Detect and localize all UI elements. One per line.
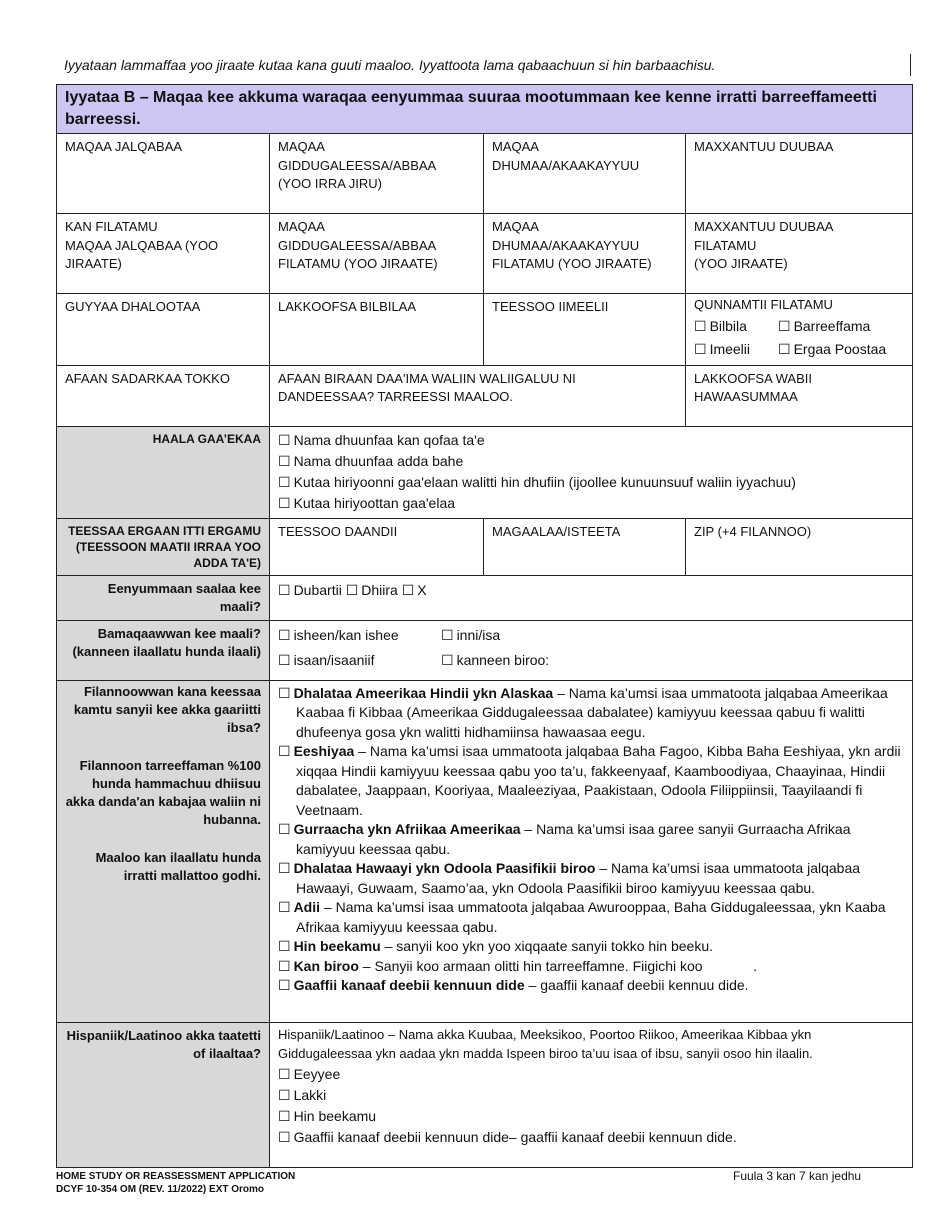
checkbox-icon: ☐ (401, 581, 415, 598)
race-option-title: Gaaffii kanaaf deebii kennuun dide (293, 977, 525, 993)
pronoun-option-they[interactable] (278, 648, 441, 673)
race-option-title: Gurraacha ykn Afriikaa Ameerikaa (293, 821, 521, 837)
pronoun-option-she[interactable] (278, 623, 441, 648)
other-language-label-1: AFAAN BIRAAN DAA'IMA WALIIN WALIIGALUU NI (278, 370, 576, 386)
race-option-other[interactable] (278, 957, 904, 977)
race-label (57, 680, 270, 1022)
city-state-label: MAGAALAA/ISTEETA (492, 523, 621, 539)
middle-name-label-1: MAQAA (278, 139, 325, 154)
contact-mail-label: Ergaa Poostaa (793, 340, 887, 357)
marital-status-options (270, 426, 913, 518)
checkbox-icon: ☐ (278, 938, 291, 954)
mailing-address-label: TEESSAA ERGAAN ITTI ERGAMU (TEESSOON MAATII IRRAA YOO ADDA TA'E) (57, 518, 270, 575)
contact-mail-checkbox[interactable] (778, 338, 886, 361)
race-question: Filannoowwan kana keessaa kamtu sanyii kee akka gaariitti ibsa? (73, 683, 261, 735)
checkbox-icon: ☐ (278, 684, 291, 701)
race-option-desc: – sanyii koo ykn yoo xiqqaate sanyii tokko hin beeku. (380, 938, 714, 954)
race-option-title: Adii (293, 899, 321, 915)
pronoun-option-label: kanneen biroo: (456, 651, 550, 668)
preferred-middle-name-label-1: MAQAA (278, 219, 325, 234)
marital-option-label: Nama dhuunfaa kan qofaa ta'e (293, 431, 485, 448)
checkbox-icon: ☐ (278, 821, 291, 837)
hispanic-label: Hispaniik/Laatinoo akka taatetti of ilaaltaa? (57, 1022, 270, 1167)
suffix-label: MAXXANTUU DUUBAA (694, 139, 834, 154)
primary-language-label: AFAAN SADARKAA TOKKO (65, 370, 230, 386)
pronouns-label: Bamaqaawwan kee maali? (kanneen ilaallatu hunda ilaali) (57, 620, 270, 680)
marital-option-separated[interactable] (278, 451, 904, 472)
hispanic-option-declined[interactable] (278, 1127, 904, 1148)
last-name-label-1: MAQAA (492, 139, 539, 154)
race-option-desc: – gaaffii kanaaf deebii kennuu dide. (524, 977, 749, 993)
preferred-first-name-label-1: KAN FILATAMU (65, 219, 158, 234)
hispanic-option-label: Eeyyee (293, 1065, 341, 1082)
race-option-american-indian[interactable] (278, 684, 904, 743)
marital-option-label: Kutaa hiriyoonni gaa'elaan walitti hin dhufiin (ijoollee kunuunsuuf waliin iyyachuu) (293, 473, 796, 490)
race-note: Filannoon tarreeffaman %100 hunda hammachuu dhiisuu akka danda'an kabajaa waliin ni hubanna. (65, 757, 261, 827)
pronoun-options (270, 620, 913, 680)
other-language-label-2: DANDEESSAA? TARREESSI MAALOO. (278, 389, 514, 404)
suffix-field[interactable] (686, 134, 913, 214)
zip-label: ZIP (+4 FILANNOO) (694, 523, 812, 539)
gender-option-label: Dhiira (361, 581, 398, 598)
pronoun-option-he[interactable] (441, 623, 500, 648)
street-address-label: TEESSOO DAANDII (278, 523, 398, 539)
contact-text-checkbox[interactable] (778, 315, 870, 338)
middle-name-field[interactable] (270, 134, 484, 214)
race-option-title: Hin beekamu (293, 938, 381, 954)
race-option-black[interactable] (278, 820, 904, 859)
gender-option-female[interactable] (278, 582, 342, 598)
checkbox-icon: ☐ (278, 860, 291, 876)
pronoun-option-label: isaan/isaaniif (293, 651, 375, 668)
preferred-middle-name-label-2: GIDDUGALEESSA/ABBAA (278, 237, 437, 253)
date-of-birth-field[interactable] (57, 294, 270, 366)
form-id: DCYF 10-354 OM (REV. 11/2022) EXT Oromo (56, 1184, 265, 1195)
preferred-contact-label: QUNNAMTII FILATAMU (694, 297, 833, 312)
pronoun-option-label: inni/isa (456, 626, 501, 643)
date-of-birth-label: GUYYAA DHALOOTAA (65, 299, 201, 314)
checkbox-icon: ☐ (278, 581, 291, 598)
race-option-desc: – Sanyii koo armaan olitti hin tarreeffamne. Fiigichi koo . (358, 957, 758, 974)
gender-identity-label: Eenyummaan saalaa kee maali? (57, 575, 270, 620)
checkbox-icon: ☐ (278, 743, 291, 759)
hispanic-option-label: Gaaffii kanaaf deebii kennuun dide– gaaffii kanaaf deebii kennuun dide. (293, 1128, 737, 1145)
phone-label: LAKKOOFSA BILBILAA (278, 299, 417, 314)
race-option-desc: – Nama ka’umsi isaa garee sanyii Gurraacha Afrikaa kamiyyuu keessaa qabu. (296, 821, 851, 857)
intro-instruction: Iyyataan lammaffaa yoo jiraate kutaa kana guuti maaloo. Iyyattoota lama qabaachuun si hin barbaachisu. (64, 57, 716, 73)
race-option-declined[interactable] (278, 976, 904, 996)
checkbox-icon: ☐ (278, 899, 291, 915)
checkbox-icon: ☐ (278, 1128, 291, 1145)
checkbox-icon: ☐ (441, 651, 454, 668)
hispanic-option-no[interactable] (278, 1085, 904, 1106)
checkbox-icon: ☐ (278, 452, 291, 469)
marital-option-unmarried-partners[interactable] (278, 472, 904, 493)
race-option-desc: – Nama ka’umsi isaa ummatoota jalqabaa Baha Fagoo, Kibba Baha Eeshiyaa, ykn ardii xiqqaa Hindii kamiyyuu keessaa qabu yoo ta’u, fakkeenyaaf, Kaamboodiyaa, Chaayinaa, Hindii dabalatee, Jaappaan, Kooriyaa, Maaleeziyaa, Paakistaan, Odoola Filiippiinsii, Taayilaandi fi Veetnaam. (296, 743, 901, 818)
first-name-field[interactable] (57, 134, 270, 214)
checkbox-icon: ☐ (778, 340, 791, 357)
form-footer (56, 1170, 295, 1196)
race-option-desc: – Nama ka’umsi isaa ummatoota jalqabaa Awurooppaa, Baha Giddugaleessaa, ykn Kaaba Afrikaa kamiyyuu keessaa qabu. (296, 899, 886, 935)
preferred-suffix-label-2: FILATAMU (694, 237, 757, 253)
checkbox-icon: ☐ (278, 651, 291, 668)
middle-name-label-3: (YOO IRRA JIRU) (278, 176, 383, 191)
checkbox-icon: ☐ (278, 1065, 291, 1082)
ssn-field[interactable] (686, 365, 913, 426)
race-option-title: Dhalataa Hawaayi ykn Odoola Paasifikii biroo (293, 860, 596, 876)
form-title: HOME STUDY OR REASSESSMENT APPLICATION (56, 1171, 296, 1182)
hispanic-options (270, 1022, 913, 1167)
middle-name-label-2: GIDDUGALEESSA/ABBAA (278, 157, 437, 173)
margin-bar (910, 54, 911, 76)
ssn-label-2: HAWAASUMMAA (694, 389, 798, 404)
preferred-suffix-label-3: (YOO JIRAATE) (694, 256, 788, 271)
preferred-last-name-label-3: FILATAMU (YOO JIRAATE) (492, 256, 652, 271)
contact-phone-checkbox[interactable] (694, 315, 778, 338)
ssn-label-1: LAKKOOFSA WABII (694, 370, 812, 386)
race-instruction: Maaloo kan ilaallatu hunda irratti mallattoo godhi. (95, 849, 261, 883)
gender-option-label: X (417, 581, 427, 598)
contact-text-label: Barreeffama (793, 317, 871, 334)
checkbox-icon: ☐ (345, 581, 359, 598)
race-option-title: Eeshiyaa (293, 743, 355, 759)
checkbox-icon: ☐ (278, 494, 291, 511)
preferred-first-name-label-3: JIRAATE) (65, 256, 122, 271)
email-field[interactable] (484, 294, 686, 366)
applicant-b-form (56, 84, 913, 1168)
race-option-white[interactable] (278, 898, 904, 937)
primary-language-field[interactable] (57, 365, 270, 426)
race-option-desc: – Nama ka’umsi isaa ummatoota jalqabaa Ameerikaa Kaabaa fi Kibbaa (Ameerikaa Giddugaleessaa dabalatee) kamiyyuu keessaa qabuu fi walitti dhufeenya gosa ykn walitti hidhamiinsa hawaasaa eegu. (296, 684, 888, 740)
hispanic-option-label: Lakki (293, 1086, 327, 1103)
hispanic-option-unknown[interactable] (278, 1106, 904, 1127)
checkbox-icon: ☐ (278, 1086, 291, 1103)
hispanic-option-yes[interactable] (278, 1064, 904, 1085)
street-address-field[interactable] (270, 518, 484, 575)
email-label: TEESSOO IIMEELII (492, 299, 609, 314)
race-option-asian[interactable] (278, 742, 904, 820)
race-options (270, 680, 913, 1022)
gender-option-label: Dubartii (293, 581, 342, 598)
marital-status-label: HAALA GAA’EKAA (57, 426, 270, 518)
marital-option-label: Kutaa hiriyoottan gaa'elaa (293, 494, 456, 511)
preferred-middle-name-label-3: FILATAMU (YOO JIRAATE) (278, 256, 438, 271)
checkbox-icon: ☐ (694, 340, 707, 357)
last-name-label-2: DHUMAA/AKAAKAYYUU (492, 157, 640, 173)
race-option-title: Kan biroo (293, 957, 359, 974)
preferred-last-name-field[interactable] (484, 214, 686, 294)
preferred-contact-field (686, 294, 913, 366)
preferred-middle-name-field[interactable] (270, 214, 484, 294)
contact-email-checkbox[interactable] (694, 338, 778, 361)
hispanic-option-label: Hin beekamu (293, 1107, 377, 1124)
last-name-field[interactable] (484, 134, 686, 214)
page-number: Fuula 3 kan 7 kan jedhu (733, 1169, 862, 1183)
hispanic-description: Hispaniik/Laatinoo – Nama akka Kuubaa, Meeksikoo, Poortoo Riikoo, Ameerikaa Kibbaa ykn Giddugaleessaa ykn aadaa ykn madda Ispeen biroo ta’uu isaa of ibsu, sanyii osoo hin ilaalin. (278, 1026, 813, 1061)
section-header: Iyyataa B – Maqaa kee akkuma waraqaa eenyummaa suuraa mootummaan kee kenne irratti barreeffameetti barreessi. (57, 85, 913, 134)
preferred-last-name-label-2: DHUMAA/AKAAKAYYUU (492, 237, 640, 253)
race-option-unknown[interactable] (278, 937, 904, 957)
checkbox-icon: ☐ (278, 626, 291, 643)
marital-option-label: Nama dhuunfaa adda bahe (293, 452, 464, 469)
city-state-field[interactable] (484, 518, 686, 575)
checkbox-icon: ☐ (778, 317, 791, 334)
phone-field[interactable] (270, 294, 484, 366)
preferred-suffix-field[interactable] (686, 214, 913, 294)
other-language-field[interactable] (270, 365, 686, 426)
contact-phone-label: Bilbila (709, 317, 747, 334)
pronoun-option-other[interactable] (441, 648, 549, 673)
gender-option-male[interactable] (346, 582, 398, 598)
checkbox-icon: ☐ (278, 473, 291, 490)
checkbox-icon: ☐ (278, 977, 291, 993)
preferred-first-name-label-2: MAQAA JALQABAA (YOO (65, 237, 219, 253)
checkbox-icon: ☐ (694, 317, 707, 334)
race-option-desc: – Nama ka’umsi isaa ummatoota jalqabaa Hawaayi, Guwaam, Saamo’aa, ykn Odoola Paasifikii biroo kamiyyuu keessaa qabu. (296, 860, 861, 896)
race-option-pacific-islander[interactable] (278, 859, 904, 898)
checkbox-icon: ☐ (441, 626, 454, 643)
marital-option-single[interactable] (278, 430, 904, 451)
checkbox-icon: ☐ (278, 1107, 291, 1124)
gender-options (270, 575, 913, 620)
contact-email-label: Imeelii (709, 340, 751, 357)
checkbox-icon: ☐ (278, 431, 291, 448)
pronoun-option-label: isheen/kan ishee (293, 626, 399, 643)
race-option-title: Dhalataa Ameerikaa Hindii ykn Alaskaa (293, 684, 554, 701)
marital-option-married[interactable] (278, 493, 904, 514)
first-name-label: MAQAA JALQABAA (65, 139, 183, 154)
zip-field[interactable] (686, 518, 913, 575)
preferred-suffix-label-1: MAXXANTUU DUUBAA (694, 219, 834, 234)
checkbox-icon: ☐ (278, 957, 291, 974)
gender-option-x[interactable] (402, 582, 427, 598)
preferred-last-name-label-1: MAQAA (492, 219, 539, 234)
preferred-first-name-field[interactable] (57, 214, 270, 294)
